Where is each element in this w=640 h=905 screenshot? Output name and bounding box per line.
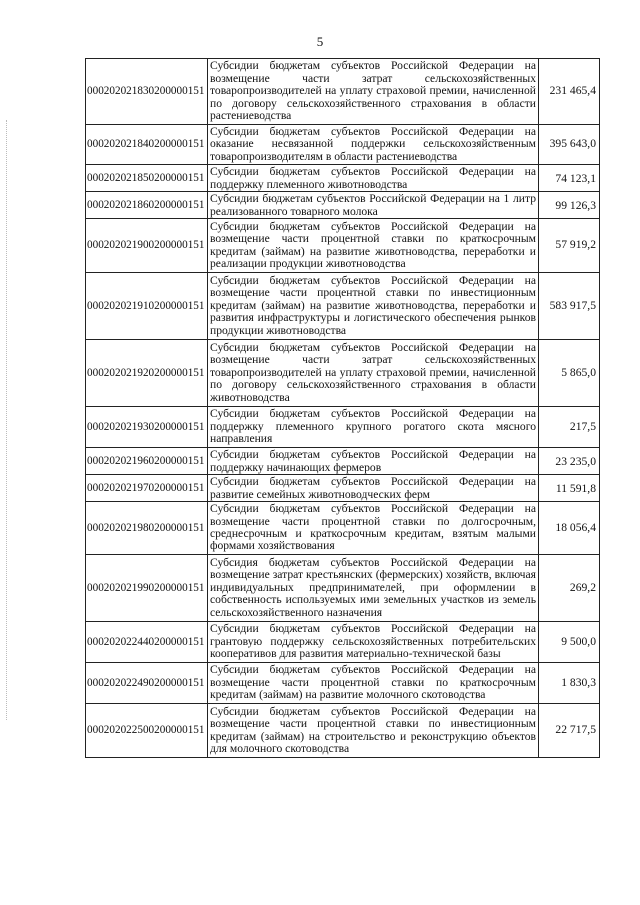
subsidy-name-cell: Субсидии бюджетам субъектов Российской Федерации на 1 литр реализованного товарного молока [208,192,539,219]
table-row [86,219,600,273]
page-number: 5 [316,34,324,49]
budget-code-cell: 000202021990200000151 [86,555,208,622]
table-row [86,622,600,663]
amount-cell: 583 917,5 [539,273,600,340]
table-row [86,663,600,704]
amount-cell: 5 865,0 [539,340,600,407]
amount-cell: 395 643,0 [539,125,600,165]
budget-code-cell: 000202021930200000151 [86,407,208,448]
table-row [86,502,600,555]
subsidy-name-cell: Субсидия бюджетам субъектов Российской Федерации на возмещение затрат крестьянских (фермерских) хозяйств, включая индивидуальных предпринимателей, при оформлении в собственность используемых ими земельных участков из земель сельскохозяйственного назначения [208,555,539,622]
budget-code-cell: 000202021960200000151 [86,448,208,475]
subsidies-table-body [86,59,600,758]
amount-cell: 269,2 [539,555,600,622]
budget-code-cell: 000202021860200000151 [86,192,208,219]
budget-code-cell: 000202021980200000151 [86,502,208,555]
table-row [86,273,600,340]
table-row [86,340,600,407]
amount-cell: 11 591,8 [539,475,600,502]
budget-code-cell: 000202021920200000151 [86,340,208,407]
amount-cell: 231 465,4 [539,59,600,125]
subsidy-name-cell: Субсидии бюджетам субъектов Российской Федерации на развитие семейных животноводческих ферм [208,475,539,502]
budget-code-cell: 000202021900200000151 [86,219,208,273]
subsidy-name-cell: Субсидии бюджетам субъектов Российской Федерации на возмещение части затрат сельскохозяйственных товаропроизводителей на уплату страховой премии, начисленной по договору сельскохозяйственного страхования в области растениеводства [208,59,539,125]
amount-cell: 1 830,3 [539,663,600,704]
table-row [86,192,600,219]
subsidy-name-cell: Субсидии бюджетам субъектов Российской Федерации на возмещение части затрат сельскохозяйственных товаропроизводителей на уплату страховой премии, начисленной по договору сельскохозяйственного страхования в области животноводства [208,340,539,407]
budget-code-cell: 000202021840200000151 [86,125,208,165]
amount-cell: 217,5 [539,407,600,448]
table-row [86,125,600,165]
subsidy-name-cell: Субсидии бюджетам субъектов Российской Федерации на поддержку племенного крупного рогатого скота мясного направления [208,407,539,448]
budget-code-cell: 000202021830200000151 [86,59,208,125]
amount-cell: 99 126,3 [539,192,600,219]
subsidy-name-cell: Субсидии бюджетам субъектов Российской Федерации на возмещение части процентной ставки по долгосрочным, среднесрочным и краткосрочным кредитам, взятым малыми формами хозяйствования [208,502,539,555]
budget-code-cell: 000202022500200000151 [86,704,208,758]
subsidy-name-cell: Субсидии бюджетам субъектов Российской Федерации на оказание несвязанной поддержки сельскохозяйственным товаропроизводителям в области растениеводства [208,125,539,165]
amount-cell: 18 056,4 [539,502,600,555]
table-row [86,59,600,125]
budget-code-cell: 000202021850200000151 [86,165,208,192]
table-row [86,448,600,475]
subsidy-name-cell: Субсидии бюджетам субъектов Российской Федерации на грантовую поддержку сельскохозяйственных потребительских кооперативов для развития материально-технической базы [208,622,539,663]
amount-cell: 9 500,0 [539,622,600,663]
amount-cell: 57 919,2 [539,219,600,273]
table-row [86,555,600,622]
subsidy-name-cell: Субсидии бюджетам субъектов Российской Федерации на возмещение части процентной ставки по инвестиционным кредитам (займам) на развитие животноводства, переработки и развития инфраструктуры и логистического обеспечения рынков продукции животноводства [208,273,539,340]
subsidy-name-cell: Субсидии бюджетам субъектов Российской Федерации на поддержку начинающих фермеров [208,448,539,475]
table-row [86,165,600,192]
table-row [86,407,600,448]
table-row [86,475,600,502]
subsidies-table [85,58,600,758]
table-row [86,704,600,758]
subsidy-name-cell: Субсидии бюджетам субъектов Российской Федерации на возмещение части процентной ставки по инвестиционным кредитам (займам) на строительство и реконструкцию объектов для молочного скотоводства [208,704,539,758]
budget-code-cell: 000202022490200000151 [86,663,208,704]
scan-margin-marks [6,120,10,720]
budget-code-cell: 000202021910200000151 [86,273,208,340]
subsidy-name-cell: Субсидии бюджетам субъектов Российской Федерации на поддержку племенного животноводства [208,165,539,192]
budget-code-cell: 000202022440200000151 [86,622,208,663]
subsidy-name-cell: Субсидии бюджетам субъектов Российской Федерации на возмещение части процентной ставки по краткосрочным кредитам (займам) на развитие молочного скотоводства [208,663,539,704]
amount-cell: 23 235,0 [539,448,600,475]
budget-code-cell: 000202021970200000151 [86,475,208,502]
subsidy-name-cell: Субсидии бюджетам субъектов Российской Федерации на возмещение части процентной ставки по краткосрочным кредитам (займам) на развитие животноводства, переработки и реализации продукции животноводства [208,219,539,273]
amount-cell: 22 717,5 [539,704,600,758]
amount-cell: 74 123,1 [539,165,600,192]
